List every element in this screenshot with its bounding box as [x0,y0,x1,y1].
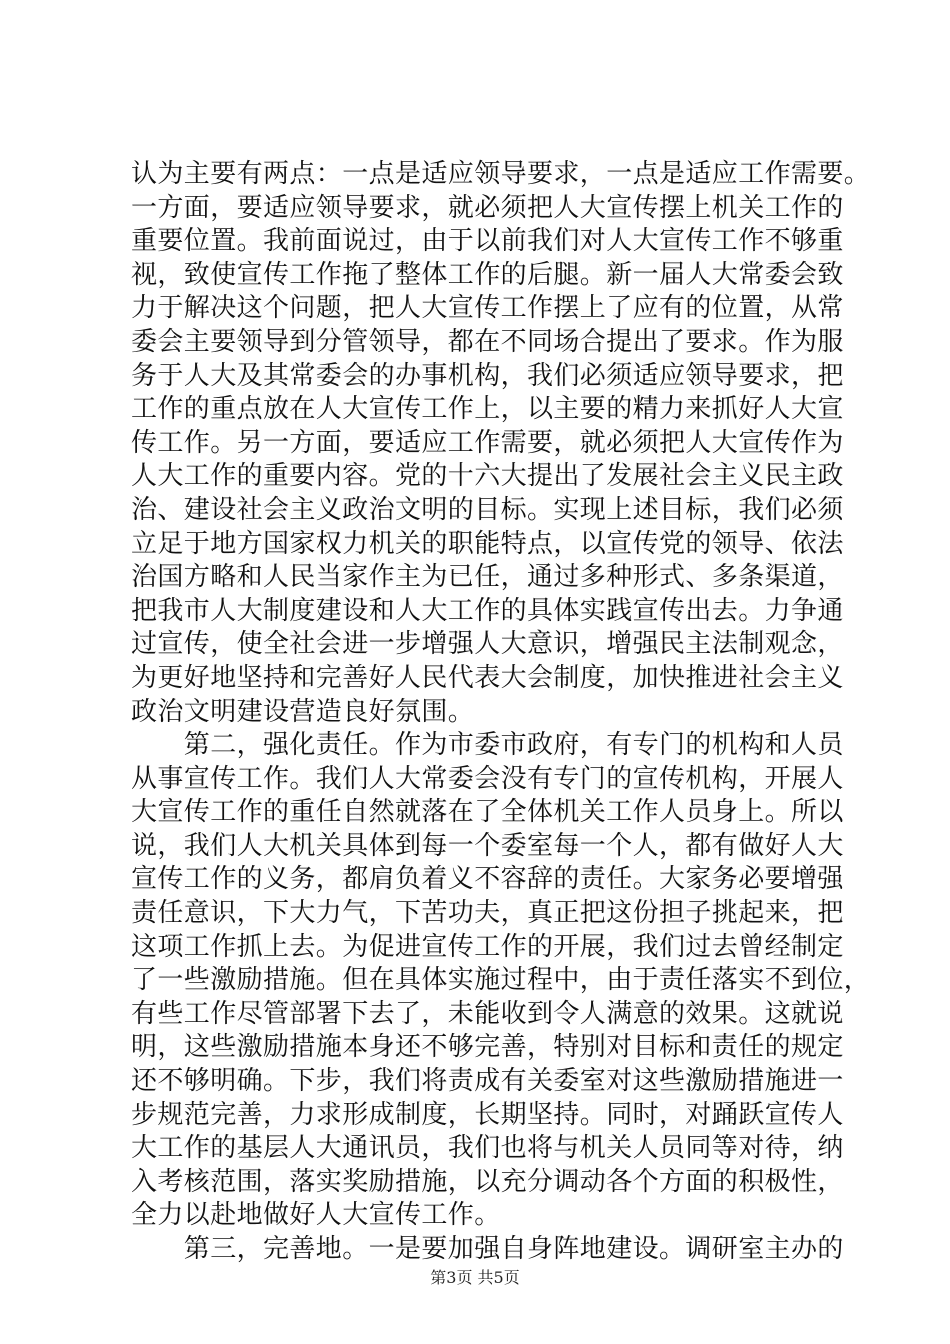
text-line: 政治文明建设营造良好氛围。 [131,696,475,727]
text-line: 一方面，要适应领导要求，就必须把人大宣传摆上机关工作的 [131,192,844,223]
text-line: 委会主要领导到分管领导，都在不同场合提出了要求。作为服 [131,326,844,357]
text-line: 把我市人大制度建设和人大工作的具体实践宣传出去。力争通 [131,595,844,626]
text-line: 明，这些激励措施本身还不够完善，特别对目标和责任的规定 [131,1032,844,1063]
document-body [131,158,871,1267]
text-line: 力于解决这个问题，把人大宣传工作摆上了应有的位置，从常 [131,293,844,324]
text-line: 这项工作抓上去。为促进宣传工作的开展，我们过去曾经制定 [131,931,844,962]
text-line: 宣传工作的义务，都肩负着义不容辞的责任。大家务必要增强 [131,864,844,895]
page-number-footer: 第3页 共5页 [430,1268,520,1287]
text-line: 步规范完善，力求形成制度，长期坚持。同时，对踊跃宣传人 [131,1099,844,1130]
text-line: 过宣传，使全社会进一步增强人大意识，增强民主法制观念， [131,629,844,660]
text-line: 大宣传工作的重任自然就落在了全体机关工作人员身上。所以 [131,797,844,828]
text-line: 说，我们人大机关具体到每一个委室每一个人，都有做好人大 [131,830,844,861]
text-line: 治、建设社会主义政治文明的目标。实现上述目标，我们必须 [131,494,844,525]
text-line: 有些工作尽管部署下去了，未能收到令人满意的效果。这就说 [131,998,844,1029]
text-line: 大工作的基层人大通讯员，我们也将与机关人员同等对待，纳 [131,1133,844,1164]
text-line: 还不够明确。下步，我们将责成有关委室对这些激励措施进一 [131,1066,844,1097]
text-line: 认为主要有两点：一点是适应领导要求，一点是适应工作需要。 [131,159,871,189]
text-line: 传工作。另一方面，要适应工作需要，就必须把人大宣传作为 [131,427,844,458]
text-line: 全力以赴地做好人大宣传工作。 [131,1200,501,1231]
text-line: 了一些激励措施。但在具体实施过程中，由于责任落实不到位， [131,965,871,996]
text-line: 入考核范围，落实奖励措施，以充分调动各个方面的积极性， [131,1166,844,1197]
text-line: 务于人大及其常委会的办事机构，我们必须适应领导要求，把 [131,360,844,391]
text-line: 治国方略和人民当家作主为已任，通过多种形式、多条渠道， [131,562,844,593]
text-line: 工作的重点放在人大宣传工作上，以主要的精力来抓好人大宣 [131,394,844,425]
text-line: 重要位置。我前面说过，由于以前我们对人大宣传工作不够重 [131,226,844,257]
text-line: 第三，完善地。一是要加强自身阵地建设。调研室主办的 [131,1234,844,1264]
text-line: 第二，强化责任。作为市委市政府，有专门的机构和人员 [131,730,844,761]
text-line: 立足于地方国家权力机关的职能特点，以宣传党的领导、依法 [131,528,844,559]
text-line: 从事宣传工作。我们人大常委会没有专门的宣传机构，开展人 [131,763,844,794]
text-line: 视，致使宣传工作拖了整体工作的后腿。新一届人大常委会致 [131,259,844,290]
text-line: 为更好地坚持和完善好人民代表大会制度，加快推进社会主义 [131,662,844,693]
text-line: 责任意识，下大力气，下苦功夫，真正把这份担子挑起来，把 [131,898,844,929]
text-line: 人大工作的重要内容。党的十六大提出了发展社会主义民主政 [131,461,844,492]
